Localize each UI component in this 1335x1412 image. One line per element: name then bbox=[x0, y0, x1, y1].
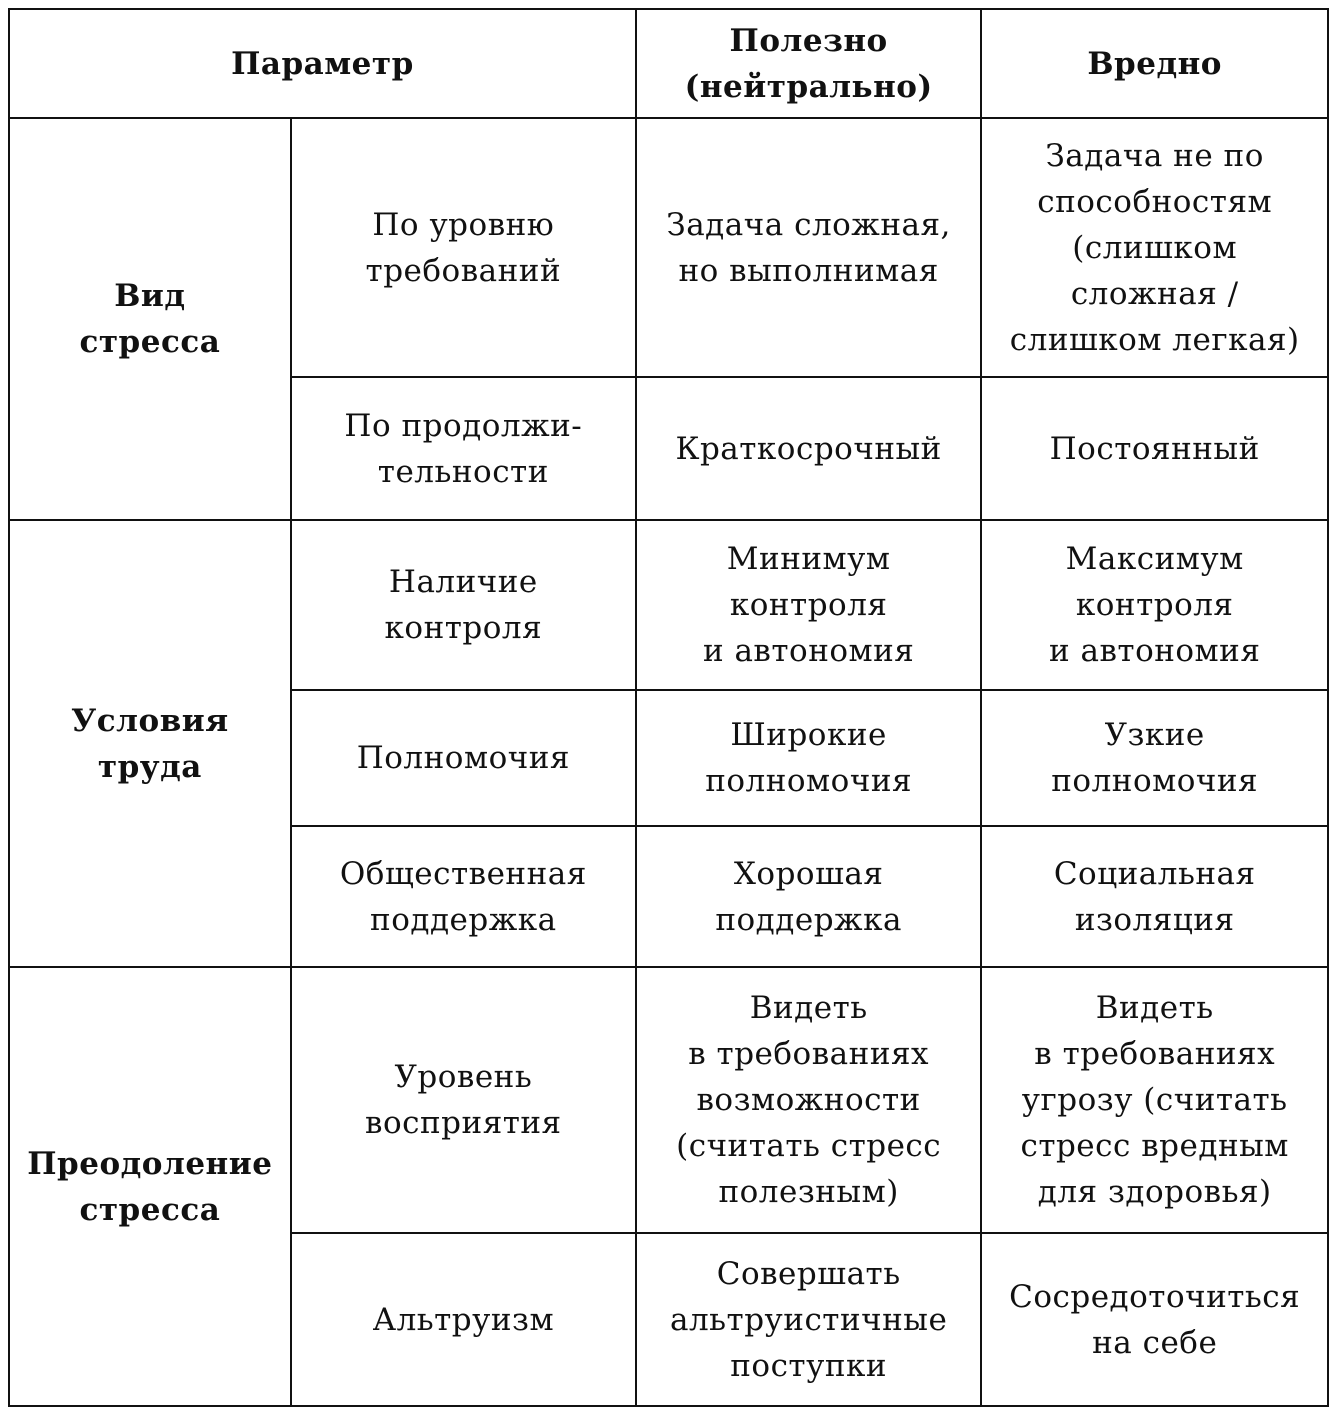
header-parameter: Параметр bbox=[9, 9, 636, 118]
param-cell: Наличие контроля bbox=[291, 520, 636, 690]
param-cell: Общественная поддержка bbox=[291, 826, 636, 967]
param-cell: Полномочия bbox=[291, 690, 636, 826]
useful-cell: Минимум контроля и автономия bbox=[636, 520, 981, 690]
param-cell: По продолжи- тельности bbox=[291, 377, 636, 520]
harmful-cell: Максимум контроля и автономия bbox=[981, 520, 1328, 690]
harmful-cell: Постоянный bbox=[981, 377, 1328, 520]
header-harmful: Вредно bbox=[981, 9, 1328, 118]
harmful-cell: Задача не по способностям (слишком сложная / слишком легкая) bbox=[981, 118, 1328, 377]
table-row bbox=[9, 520, 1328, 690]
harmful-cell: Видеть в требованиях угрозу (считать стресс вредным для здоровья) bbox=[981, 967, 1328, 1233]
param-cell: По уровню требований bbox=[291, 118, 636, 377]
group-label: Преодоление стресса bbox=[9, 967, 291, 1406]
header-useful: Полезно (нейтрально) bbox=[636, 9, 981, 118]
useful-cell: Совершать альтруистичные поступки bbox=[636, 1233, 981, 1406]
table-row bbox=[9, 967, 1328, 1233]
useful-cell: Краткосрочный bbox=[636, 377, 981, 520]
harmful-cell: Узкие полномочия bbox=[981, 690, 1328, 826]
useful-cell: Хорошая поддержка bbox=[636, 826, 981, 967]
harmful-cell: Сосредоточиться на себе bbox=[981, 1233, 1328, 1406]
group-label: Условия труда bbox=[9, 520, 291, 967]
header-row bbox=[9, 9, 1328, 118]
stress-table bbox=[8, 8, 1329, 1407]
useful-cell: Широкие полномочия bbox=[636, 690, 981, 826]
useful-cell: Видеть в требованиях возможности (считать стресс полезным) bbox=[636, 967, 981, 1233]
table-row bbox=[9, 118, 1328, 377]
group-label: Вид стресса bbox=[9, 118, 291, 520]
param-cell: Альтруизм bbox=[291, 1233, 636, 1406]
param-cell: Уровень восприятия bbox=[291, 967, 636, 1233]
harmful-cell: Социальная изоляция bbox=[981, 826, 1328, 967]
useful-cell: Задача сложная, но выполнимая bbox=[636, 118, 981, 377]
